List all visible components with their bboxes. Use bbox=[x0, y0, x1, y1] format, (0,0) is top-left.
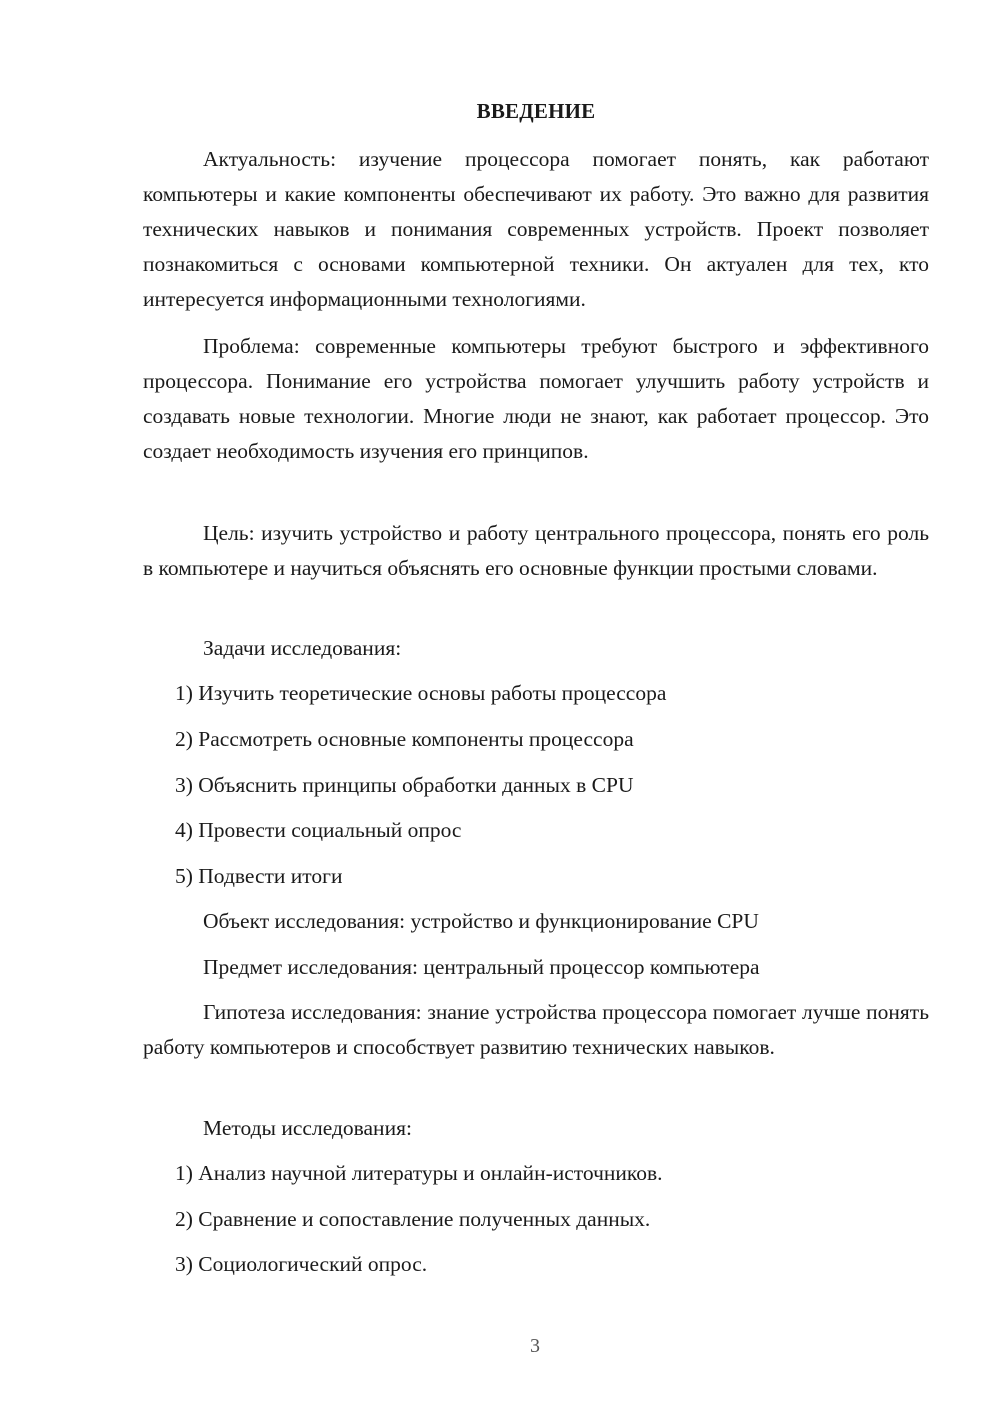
method-item-2: 2) Сравнение и сопоставление полученных данных. bbox=[175, 1207, 651, 1231]
task-item-1: 1) Изучить теоретические основы работы процессора bbox=[175, 681, 667, 705]
method-item-1: 1) Анализ научной литературы и онлайн-источников. bbox=[175, 1161, 663, 1185]
task-item-5: 5) Подвести итоги bbox=[175, 864, 343, 888]
page-title: ВВЕДЕНИЕ bbox=[476, 99, 596, 123]
research-object: Объект исследования: устройство и функционирование CPU bbox=[203, 909, 759, 933]
task-item-3: 3) Объяснить принципы обработки данных в CPU bbox=[175, 773, 634, 797]
paragraph-relevance: Актуальность: изучение процессора помогает понять, как работают компьютеры и какие компоненты обеспечивают их работу. Это важно для развития технических навыков и понимания современных устройств. Проект позволяет познакомиться с основами компьютерной техники. Он актуален для тех, кто интересуется информационными технологиями. bbox=[143, 147, 929, 311]
page-number: 3 bbox=[530, 1335, 540, 1357]
methods-heading: Методы исследования: bbox=[203, 1116, 412, 1140]
paragraph-hypothesis: Гипотеза исследования: знание устройства процессора помогает лучше понять работу компьютеров и способствует развитию технических навыков. bbox=[143, 1000, 929, 1059]
paragraph-goal: Цель: изучить устройство и работу центрального процессора, понять его роль в компьютере и научиться объяснять его основные функции простыми словами. bbox=[143, 521, 929, 580]
task-item-2: 2) Рассмотреть основные компоненты процессора bbox=[175, 727, 634, 751]
tasks-heading: Задачи исследования: bbox=[203, 636, 402, 660]
method-item-3: 3) Социологический опрос. bbox=[175, 1252, 428, 1276]
paragraph-problem: Проблема: современные компьютеры требуют быстрого и эффективного процессора. Понимание его устройства помогает улучшить работу устройств и создавать новые технологии. Многие люди не знают, как работает процессор. Это создает необходимость изучения его принципов. bbox=[143, 334, 929, 463]
research-subject: Предмет исследования: центральный процессор компьютера bbox=[203, 955, 760, 979]
task-item-4: 4) Провести социальный опрос bbox=[175, 818, 462, 842]
